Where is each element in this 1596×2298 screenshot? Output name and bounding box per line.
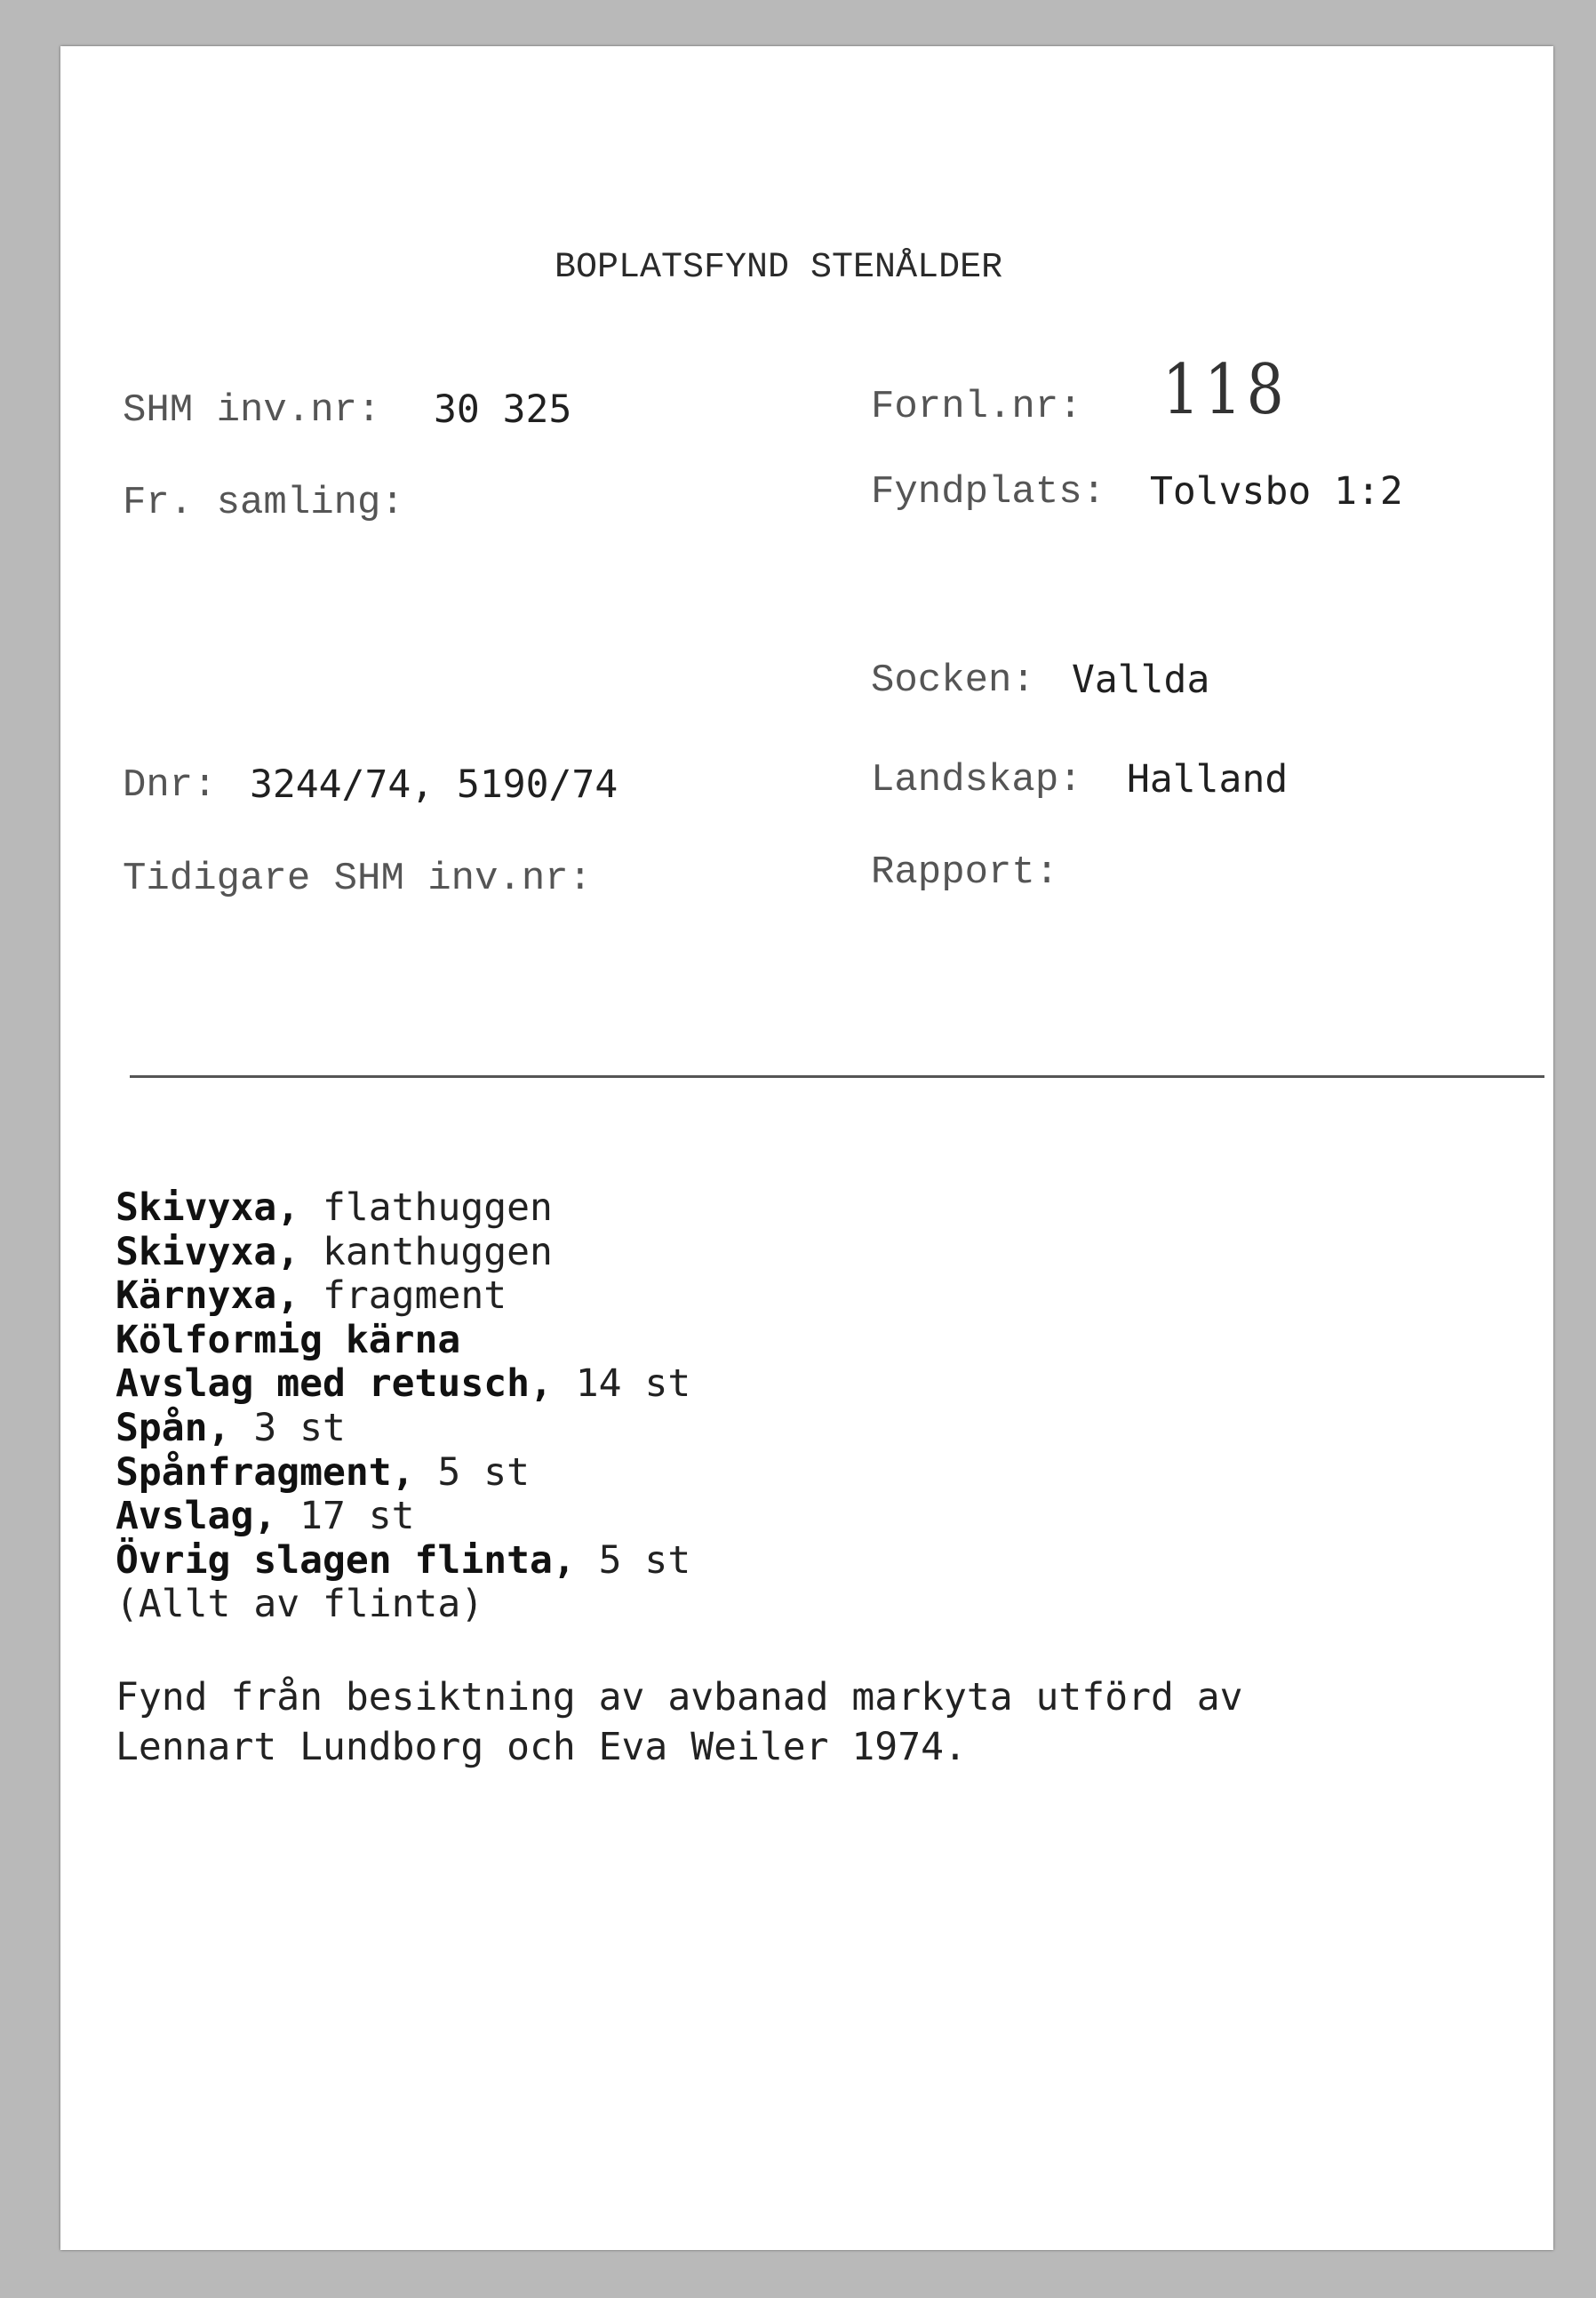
find-list [116,1186,690,1627]
item-name: Avslag, [116,1494,277,1539]
fyndplats-value: Tolvsbo 1:2 [1150,469,1403,514]
note-line: Lennart Lundborg och Eva Weiler 1974. [116,1725,967,1769]
item-detail: 14 st [552,1361,691,1407]
item-name: Skivyxa, [116,1185,300,1230]
landskap-value: Halland [1127,757,1289,802]
card-heading: BOPLATSFYND STENÅLDER [555,248,1003,288]
note-line: Fynd från besiktning av avbanad markyta utförd av [116,1675,1243,1720]
item-detail: fragment [299,1273,507,1319]
shm-inv-label: SHM inv.nr: [123,388,381,433]
fornl-nr-label: Fornl.nr: [871,385,1082,429]
socken-value: Vallda [1072,658,1210,702]
dnr-label: Dnr: [123,763,217,808]
list-item [116,1231,690,1275]
landskap-label: Landskap: [871,758,1082,802]
item-name: Skivyxa, [116,1229,300,1274]
list-item [116,1583,690,1627]
fornl-nr-value: 118 [1162,350,1289,430]
find-note [116,1672,1243,1772]
list-item [116,1451,690,1496]
shm-inv-value: 30 325 [434,387,572,432]
socken-label: Socken: [871,658,1035,703]
item-detail: 5 st [414,1449,530,1495]
item-detail: 17 st [276,1494,415,1539]
dnr-value: 3244/74, 5190/74 [250,762,618,807]
tidigare-shm-inv-label: Tidigare SHM inv.nr: [123,857,593,901]
list-item [116,1186,690,1231]
list-item [116,1274,690,1319]
rapport-label: Rapport: [871,850,1059,895]
item-name: Spånfragment, [116,1449,415,1495]
item-name: Kölformig kärna [116,1317,461,1362]
list-item [116,1362,690,1407]
list-item [116,1539,690,1584]
item-name: Spån, [116,1405,231,1450]
item-detail: (Allt av flinta) [116,1582,484,1627]
item-detail: 3 st [230,1405,346,1450]
item-name: Övrig slagen flinta, [116,1537,576,1583]
list-item [116,1319,690,1363]
item-detail: flathuggen [299,1185,553,1230]
list-item [116,1495,690,1539]
item-detail: kanthuggen [299,1229,553,1274]
fr-samling-label: Fr. samling: [123,481,404,525]
catalog-card [60,46,1553,2250]
fyndplats-label: Fyndplats: [871,470,1106,515]
section-divider [130,1075,1544,1078]
list-item [116,1407,690,1451]
item-detail: 5 st [575,1537,691,1583]
item-name: Kärnyxa, [116,1273,300,1319]
item-name: Avslag med retusch, [116,1361,553,1407]
